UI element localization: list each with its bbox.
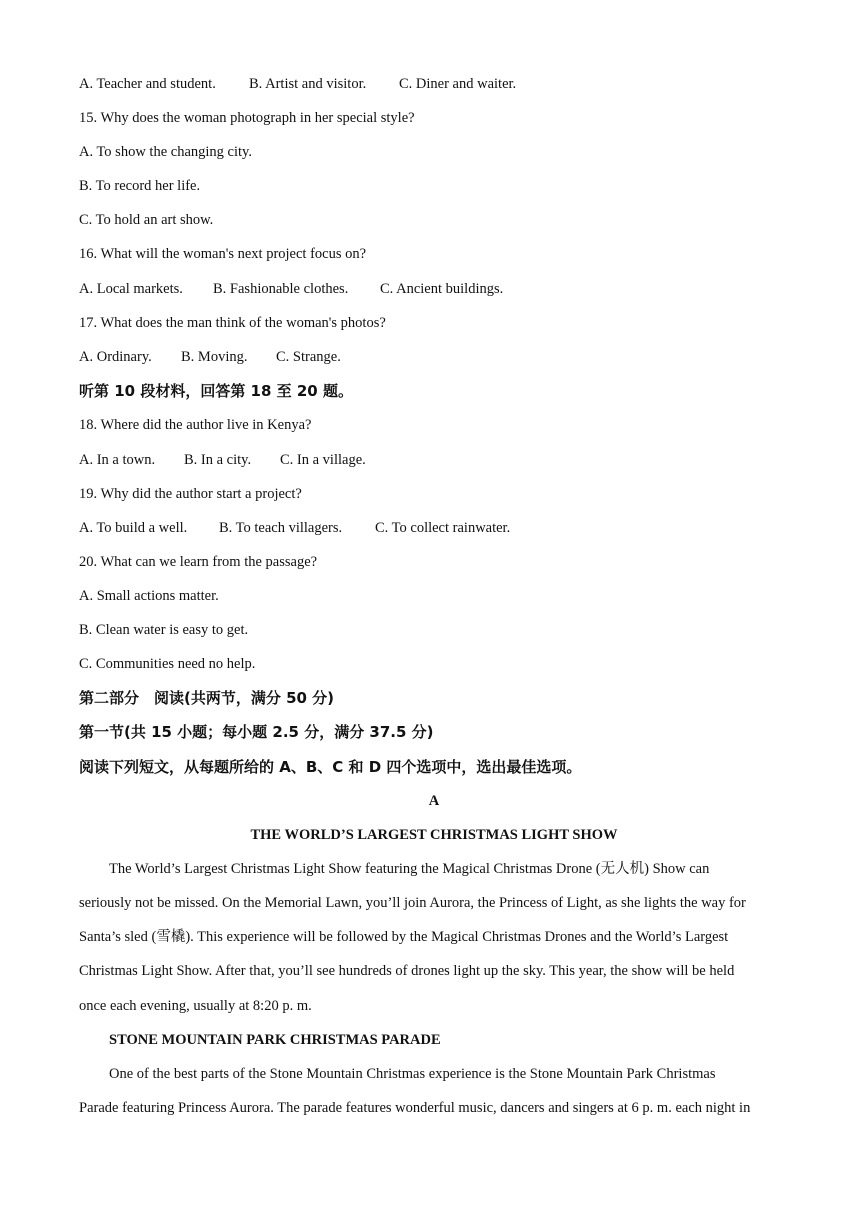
passage-p1-line: seriously not be missed. On the Memorial Lawn, you’ll join Aurora, the Princess of Light, as she lights the way for [79, 895, 746, 911]
q16-question: 16. What will the woman's next project focus on? [79, 246, 367, 262]
q16-option-b: B. Fashionable clothes. [213, 281, 349, 297]
q17-question: 17. What does the man think of the woman's photos? [79, 315, 386, 331]
q15-option-a: A. To show the changing city. [79, 144, 252, 160]
q16-option-c: C. Ancient buildings. [380, 281, 504, 297]
q14-option-c: C. Diner and waiter. [399, 76, 517, 92]
q19-option-c: C. To collect rainwater. [375, 520, 511, 536]
passage-letter: A [428, 793, 440, 809]
q14-option-a: A. Teacher and student. [79, 76, 216, 92]
q19-options [79, 519, 510, 537]
q17-option-a: A. Ordinary. [79, 349, 152, 365]
passage-p1-line: Santa’s sled (雪橇). This experience will be followed by the Magical Christmas Drones and the World’s Largest [79, 929, 729, 945]
q20-option-a: A. Small actions matter. [79, 588, 219, 604]
q19-option-b: B. To teach villagers. [219, 520, 343, 536]
q17-options [79, 348, 341, 366]
q15-question: 15. Why does the woman photograph in her special style? [79, 110, 415, 126]
instructions: 阅读下列短文，从每题所给的 A、B、C 和 D 四个选项中，选出最佳选项。 [79, 758, 582, 776]
section10-heading: 听第 10 段材料，回答第 18 至 20 题。 [79, 382, 353, 400]
section1-heading: 第一节(共 15 小题；每小题 2.5 分，满分 37.5 分) [79, 723, 434, 741]
passage-title: THE WORLD’S LARGEST CHRISTMAS LIGHT SHOW [250, 827, 618, 843]
q17-option-b: B. Moving. [181, 349, 248, 365]
passage-p2-line: Parade featuring Princess Aurora. The parade features wonderful music, dancers and singers at 6 p. m. each night in [79, 1100, 751, 1116]
q18-question: 18. Where did the author live in Kenya? [79, 417, 312, 433]
q17-option-c: C. Strange. [276, 349, 341, 365]
q19-option-a: A. To build a well. [79, 520, 188, 536]
q18-option-a: A. In a town. [79, 452, 156, 468]
q14-options [79, 75, 516, 93]
q15-option-c: C. To hold an art show. [79, 212, 214, 228]
q18-option-c: C. In a village. [280, 452, 366, 468]
q15-option-b: B. To record her life. [79, 178, 201, 194]
passage-p2-line: One of the best parts of the Stone Mountain Christmas experience is the Stone Mountain Park Christmas [109, 1066, 716, 1082]
passage-p1-line: The World’s Largest Christmas Light Show featuring the Magical Christmas Drone (无人机) Show can [109, 861, 710, 877]
q18-options [79, 451, 366, 469]
q18-option-b: B. In a city. [184, 452, 252, 468]
q16-option-a: A. Local markets. [79, 281, 183, 297]
part2-heading: 第二部分 阅读(共两节，满分 50 分) [79, 689, 335, 707]
passage-p1-line: once each evening, usually at 8:20 p. m. [79, 998, 312, 1014]
q20-option-c: C. Communities need no help. [79, 656, 256, 672]
passage-p1-line: Christmas Light Show. After that, you’ll see hundreds of drones light up the sky. This year, the show will be held [79, 963, 735, 979]
q19-question: 19. Why did the author start a project? [79, 486, 302, 502]
passage-subtitle: STONE MOUNTAIN PARK CHRISTMAS PARADE [109, 1032, 441, 1048]
q20-option-b: B. Clean water is easy to get. [79, 622, 249, 638]
q14-option-b: B. Artist and visitor. [249, 76, 367, 92]
q20-question: 20. What can we learn from the passage? [79, 554, 318, 570]
q16-options [79, 280, 503, 298]
